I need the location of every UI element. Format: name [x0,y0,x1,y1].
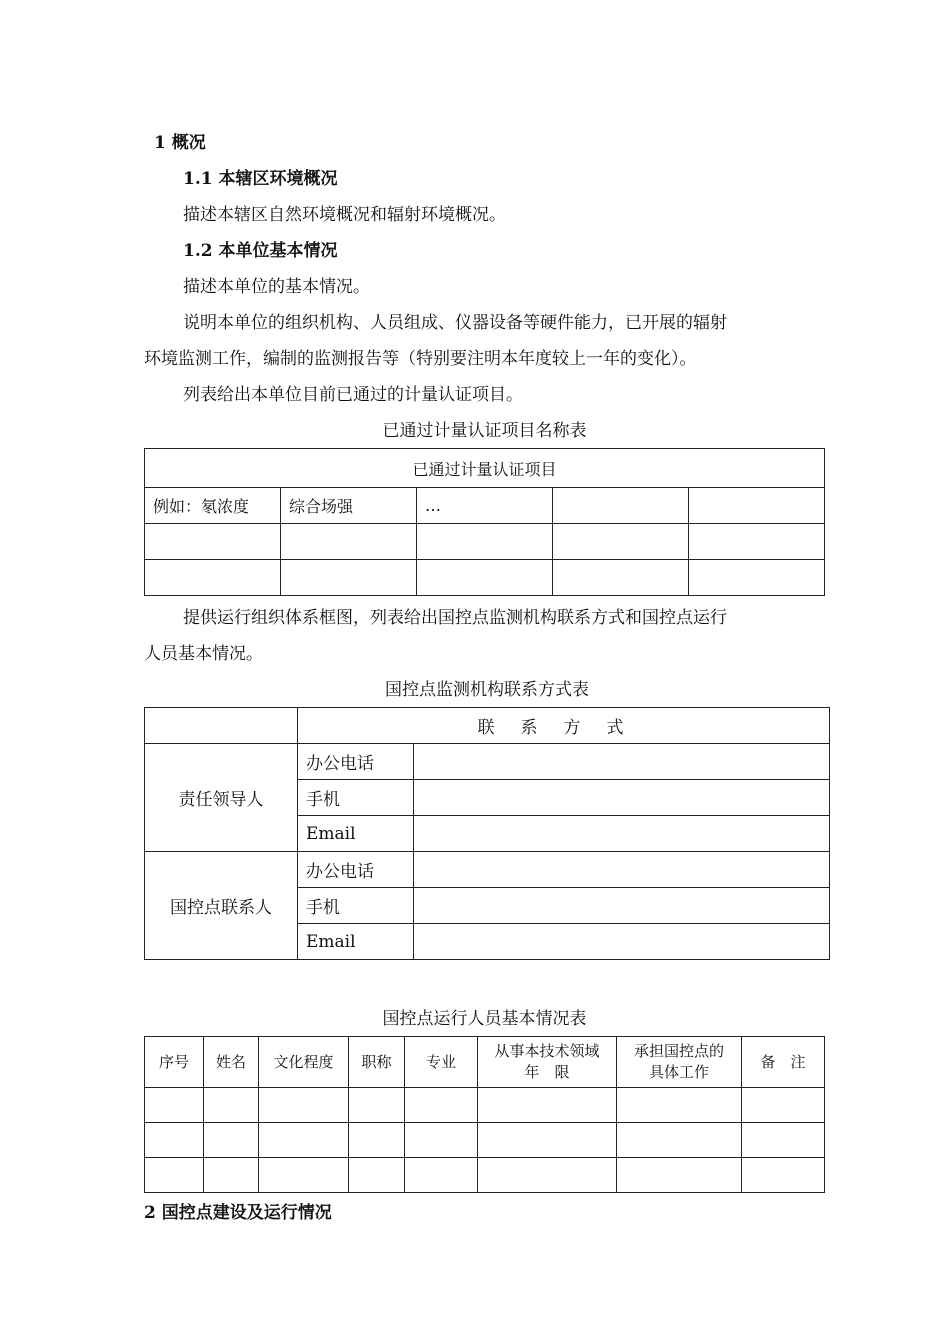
table-cell [281,524,417,560]
paragraph: 列表给出本单位目前已通过的计量认证项目。 [183,385,523,405]
paragraph: 环境监测工作，编制的监测报告等（特别要注明本年度较上一年的变化）。 [144,349,697,369]
table-cell [414,780,830,816]
table-cell [553,560,689,596]
column-header: 职称 [349,1037,405,1088]
column-header-line: 从事本技术领域 [494,1042,600,1060]
table3-caption: 国控点运行人员基本情况表 [382,1009,587,1029]
table-row [145,488,825,524]
table-header: 联系方式 [298,708,830,744]
table-row [145,1158,825,1193]
table1-caption: 已通过计量认证项目名称表 [382,421,587,441]
column-header: 备 注 [742,1037,825,1088]
table-header: 已通过计量认证项目 [145,449,825,488]
table-cell [414,888,830,924]
table2-caption: 国控点监测机构联系方式表 [385,680,589,700]
section-1-1-heading: 1.1 本辖区环境概况 [183,169,338,189]
paragraph: 描述本辖区自然环境概况和辐射环境概况。 [183,205,506,225]
certification-table [144,448,825,596]
table-cell [689,560,825,596]
column-header-line: 具体工作 [648,1063,709,1081]
column-header-line: 年 限 [524,1063,570,1081]
column-header [478,1037,617,1088]
table-row [145,852,830,888]
table-cell [417,524,553,560]
role-contact: 国控点联系人 [145,852,298,960]
table-cell [414,744,830,780]
column-header: 文化程度 [259,1037,349,1088]
table-cell [689,488,825,524]
table-row [145,560,825,596]
table-cell [417,560,553,596]
table-cell [414,816,830,852]
field-label: Email [298,816,414,852]
section-1-heading: 1 概况 [154,133,206,153]
paragraph: 说明本单位的组织机构、人员组成、仪器设备等硬件能力，已开展的辐射 [183,313,727,333]
column-header: 姓名 [204,1037,259,1088]
table-cell [553,488,689,524]
table-cell [414,852,830,888]
table-row [145,744,830,780]
table-cell [553,524,689,560]
table-row [145,524,825,560]
table-cell [281,560,417,596]
paragraph: 描述本单位的基本情况。 [183,277,370,297]
role-leader: 责任领导人 [145,744,298,852]
column-header-line: 承担国控点的 [633,1042,724,1060]
table-row [145,1088,825,1123]
section-2-heading: 2 国控点建设及运行情况 [144,1203,332,1223]
column-header [617,1037,742,1088]
table-cell [145,524,281,560]
column-header: 序号 [145,1037,204,1088]
field-label: 办公电话 [298,744,414,780]
field-label: 手机 [298,888,414,924]
table-cell [689,524,825,560]
column-header: 专业 [405,1037,478,1088]
section-1-2-heading: 1.2 本单位基本情况 [183,241,338,261]
paragraph: 提供运行组织体系框图，列表给出国控点监测机构联系方式和国控点运行 [183,608,727,628]
table-cell: 综合场强 [281,488,417,524]
paragraph: 人员基本情况。 [144,644,263,664]
table-cell: 例如：氡浓度 [145,488,281,524]
table-row [145,1123,825,1158]
contact-table [144,707,830,960]
field-label: Email [298,924,414,960]
field-label: 办公电话 [298,852,414,888]
field-label: 手机 [298,780,414,816]
table-header-row [145,1037,825,1088]
table-cell [414,924,830,960]
staff-table [144,1036,825,1193]
table-cell: … [417,488,553,524]
table-cell [145,560,281,596]
